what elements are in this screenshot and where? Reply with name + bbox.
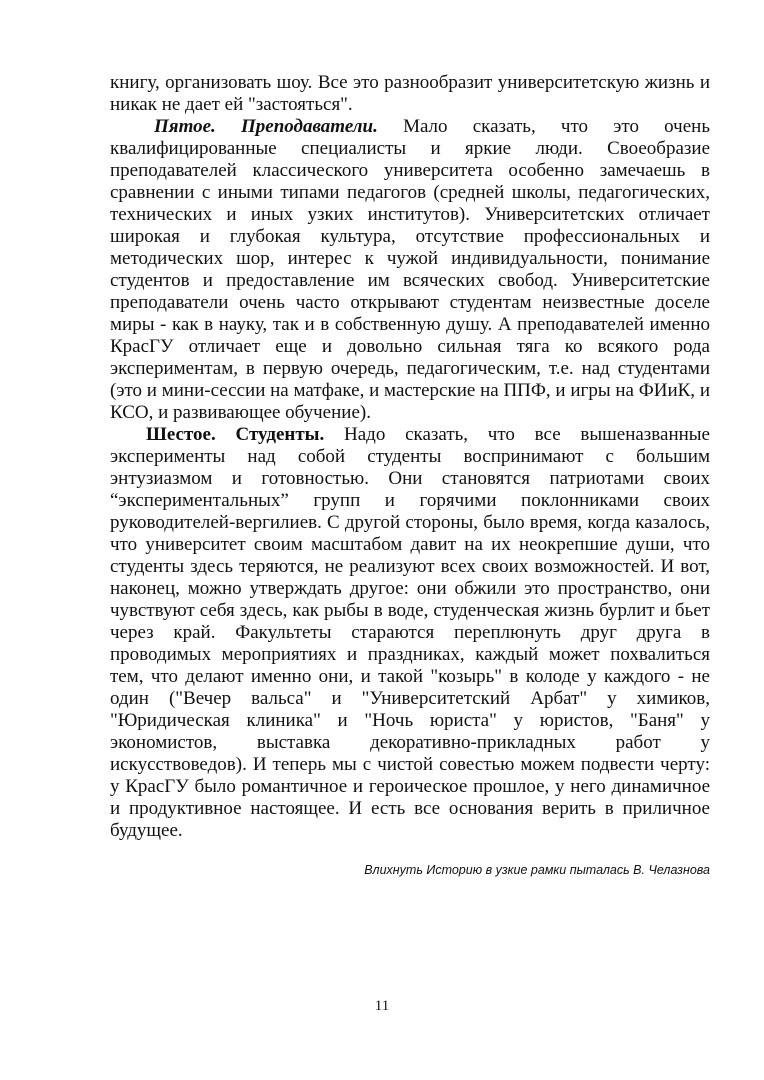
author-signature: Влихнуть Историю в узкие рамки пыталась В. Челазнова (364, 863, 710, 877)
heading-fifth: Пятое. Преподаватели. (154, 116, 378, 137)
paragraph-sixth (110, 424, 710, 842)
paragraph-fifth (110, 116, 710, 424)
document-page (110, 72, 710, 842)
paragraph-fifth-body: Мало сказать, что это очень квалифицированные специалисты и яркие люди. Своеобразие преподавателей классического университета особенно замечаешь в сравнении с иными типами педагогов (средней школы, педагогических, технических и иных узких институтов). Университетских отличает широкая и глубокая культура, отсутствие профессиональных и методических шор, интерес к чужой индивидуальности, понимание студентов и предоставление им всяческих свобод. Университетские преподаватели очень часто открывают студентам неизвестные доселе миры - как в науку, так и в собственную душу. А преподавателей именно КрасГУ отличает еще и довольно сильная тяга ко всякого рода экспериментам, в первую очередь, педагогическим, т.е. над студентами (это и мини-сессии на матфаке, и мастерские на ППФ, и игры на ФИиК, и КСО, и развивающее обучение). (110, 116, 710, 423)
paragraph-sixth-body: Надо сказать, что все вышеназванные эксперименты над собой студенты воспринимают с большим энтузиазмом и готовностью. Они становятся патриотами своих “экспериментальных” групп и горячими поклонниками своих руководителей-вергилиев. С другой стороны, было время, когда казалось, что университет своим масштабом давит на их неокрепшие души, что студенты здесь теряются, не реализуют всех своих возможностей. И вот, наконец, можно утверждать другое: они обжили это пространство, они чувствуют себя здесь, как рыбы в воде, студенческая жизнь бурлит и бьет через край. Факультеты стараются переплюнуть друг друга в проводимых мероприятиях и праздниках, каждый может похвалиться тем, что делают именно они, и такой "козырь" в колоде у каждого - не один ("Вечер вальса" и "Университетский Арбат" у химиков, "Юридическая клиника" и "Ночь юриста" у юристов, "Баня" у экономистов, выставка декоративно-прикладных работ у искусствоведов). И теперь мы с чистой совестью можем подвести черту: у КрасГУ было романтичное и героическое прошлое, у него динамичное и продуктивное настоящее. И есть все основания верить в приличное будущее. (110, 424, 710, 841)
heading-sixth: Шестое. Студенты. (146, 424, 325, 445)
page-number: 11 (374, 998, 390, 1014)
paragraph-intro-tail: книгу, организовать шоу. Все это разнообразит университетскую жизнь и никак не дает ей "застояться". (110, 72, 710, 115)
